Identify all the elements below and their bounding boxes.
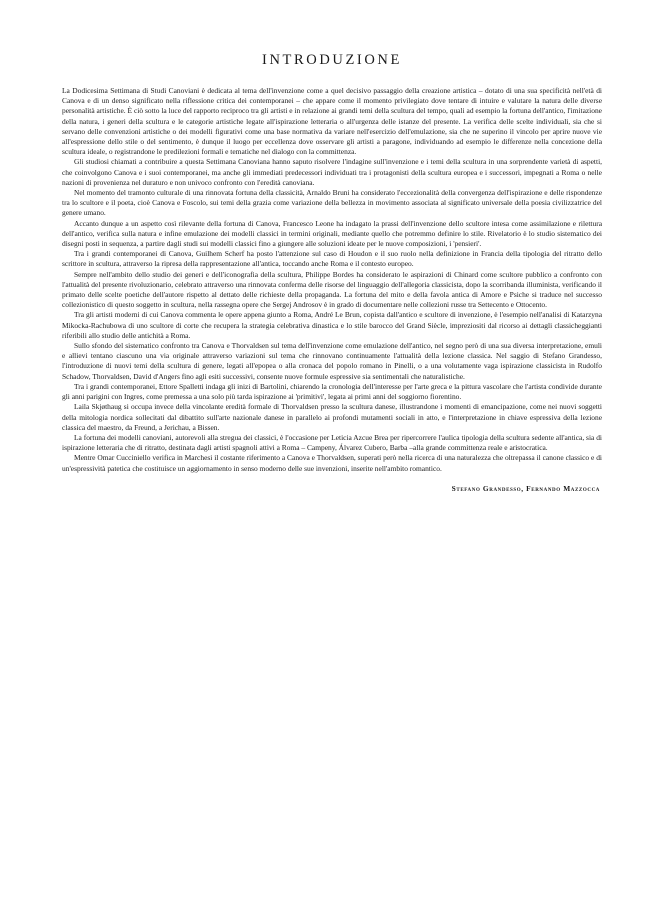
paragraph: Tra i grandi contemporanei di Canova, Guilhem Scherf ha posto l'attenzione sul caso di Houdon e il suo ruolo nella definizione in Francia della tipologia del ritratto dello scrittore in scultura, attraverso la ripresa della rappresentazione all'antica, toccando anche Roma e il contesto europeo. [62,249,602,269]
author-signature: Stefano Grandesso, Fernando Mazzocca [451,483,600,493]
body-text [62,86,602,474]
paragraph: Sullo sfondo del sistematico confronto tra Canova e Thorvaldsen sul tema dell'invenzione come emulazione dell'antico, nel segno però di una sua diversa interpretazione, emuli e allievi tentano ciascuno una via originale attraverso variazioni sul tema che rinnovano continuamente l'attualità della lezione classica. Nel saggio di Stefano Grandesso, l'introduzione di nuovi temi della scultura di genere, legati all'epopea o alla cronaca del popolo romano in Pinelli, o a una volutamente vaga ispirazione classicista in Rudolfo Schadow, Thorvaldsen, David d'Angers fino agli esiti successivi, consente nuove formule espressive sia sentimentali che naturalistiche. [62,341,602,381]
paragraph: Accanto dunque a un aspetto così rilevante della fortuna di Canova, Francesco Leone ha indagato la prassi dell'invenzione dello scultore intesa come assimilazione e rilettura dell'antico, verifica sulla natura e infine emulazione dei modelli classici in termini originali, mediante quello che potremmo definire lo stile. Rivelatorio è lo studio sistematico dei disegni posti in sequenza, a partire dagli studi sui modelli classici fino a giungere alle soluzioni ideate per le nuove composizioni, i 'pensieri'. [62,218,602,249]
paragraph: Tra gli artisti moderni di cui Canova commenta le opere appena giunto a Roma, André Le Brun, copista dall'antico e scultore di invenzione, è l'esempio nell'analisi di Katarzyna Mikocka-Rachubowa di uno scultore di corte che recupera la strategia celebrativa dinastica e lo stile barocco del Grand Siècle, impreziositi dal ricorso ai dettagli classicheggianti riferibili allo studio delle antichità a Roma. [62,310,602,340]
page [62,52,602,493]
paragraph: Gli studiosi chiamati a contribuire a questa Settimana Canoviana hanno saputo risolvere l'indagine sull'invenzione e i temi della scultura in una sorprendente varietà di aspetti, che coinvolgono Canova e i suoi contemporanei, ma anche gli immediati predecessori individuati tra i protagonisti della scultura europea e i successori, impegnati a Roma o nelle nazioni di provenienza nel duraturo e non univoco confronto con l'eredità canoviana. [62,157,602,187]
paragraph: La Dodicesima Settimana di Studi Canoviani è dedicata al tema dell'invenzione come a quel decisivo passaggio della creazione artistica – dotato di una sua specificità nell'età di Canova e di un denso significato nella riflessione critica dei contemporanei – che appare come il momento privilegiato dove tentare di intuire e valutare la natura delle diverse personalità artistiche. È ciò sotto la luce del rapporto reciproco tra gli artisti e in relazione ai grandi temi della scultura del tempo, quali ad esempio la fortuna dell'antico, l'imitazione della natura, i generi della scultura e le categorie artistiche legate all'ispirazione letteraria o all'urgenza delle istanze del presente. La verifica delle scelte individuali, sia che si servano delle convenzioni artistiche o dei modelli figurativi come una base normativa da variare nell'esercizio dell'emulazione, sia che ne superino il vincolo per aprire nuove vie all'espressione dello stile o del sentimento, è dunque il luogo per eccellenza dove osservare gli artisti a paragone, individuando ad esempio le differenze nella concezione della scultura ideale, o registrandone le predilezioni formali e tematiche nel dialogo con la committenza. [62,86,602,157]
paragraph: Sempre nell'ambito dello studio dei generi e dell'iconografia della scultura, Philippe Bordes ha considerato le aspirazioni di Chinard come scultore pubblico a confronto con l'attualità del presente rivoluzionario, celebrato attraverso una rinnovata conferma delle risorse del linguaggio dell'allegoria classicista, dopo la scorribanda illuminista, verificando il primato delle scelte poetiche dell'autore rispetto al dettato delle richieste della propaganda. La fortuna del mito e della favola antica di Amore e Psiche si traduce nel successo collezionistico di questo soggetto in scultura, nella rassegna opere che Sergej Androsov è in grado di documentare nelle collezioni russe tra Settecento e Ottocento. [62,269,602,310]
paragraph: Nel momento del tramonto culturale di una rinnovata fortuna della classicità, Arnaldo Bruni ha considerato l'eccezionalità della convergenza dell'ispirazione e delle rispondenze tra lo scultore e il poeta, cioè Canova e Foscolo, sui temi della grazia come variazione della bellezza in movimento associata al significato universale della poesia civilizzatrice del genere umano. [62,188,602,218]
paragraph: La fortuna dei modelli canoviani, autorevoli alla stregua dei classici, è l'occasione per Leticia Azcue Brea per ripercorrere l'aulica tipologia della scultura sedente all'antica, sia di ispirazione letteraria che di ritratto, destinata dagli artisti spagnoli attivi a Roma – Campeny, Álvarez Cubero, Barba –alla grande committenza reale e aristocratica. [62,432,602,453]
page-title: INTRODUZIONE [262,52,402,68]
paragraph: Tra i grandi contemporanei, Ettore Spalletti indaga gli inizi di Bartolini, chiarendo la cronologia dell'interesse per l'arte greca e la pittura vascolare che l'artista condivide durante gli anni parigini con Ingres, come premessa a una solo più tarda ispirazione ai 'primitivi', legata ai primi anni del soggiorno fiorentino. [62,381,602,402]
paragraph: Laila Skjøthaug si occupa invece della vincolante eredità formale di Thorvaldsen presso la scultura danese, illustrandone i momenti di emancipazione, come nei nuovi soggetti della mitologia nordica sollecitati dal dibattito sull'arte nazionale danese in parallelo ai profondi mutamenti sociali in atto, e l'interpretazione in chiave espressiva della lezione classica del maestro, da Freund, a Jerichau, a Bissen. [62,402,602,432]
paragraph: Mentre Omar Cucciniello verifica in Marchesi il costante riferimento a Canova e Thorvaldsen, superati però nella ricerca di una naturalezza che oltrepassa il canone classico e di un'espressività patetica che costituisce un aggiornamento in senso moderno delle sue invenzioni, inserite nell'ambito romantico. [62,453,602,473]
